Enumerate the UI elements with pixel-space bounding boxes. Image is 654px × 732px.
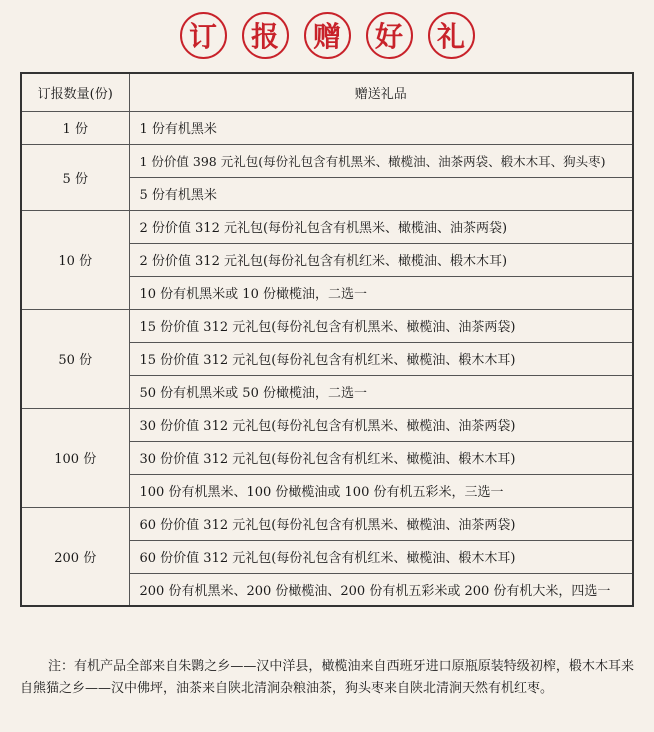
gift-cell: 15 份价值 312 元礼包(每份礼包含有机红米、橄榄油、椴木木耳) <box>129 342 633 375</box>
header-gift: 赠送礼品 <box>129 73 633 111</box>
gift-table <box>20 72 634 607</box>
quantity-cell: 10 份 <box>21 210 129 309</box>
gift-cell: 1 份价值 398 元礼包(每份礼包含有机黑米、橄榄油、油茶两袋、椴木木耳、狗头枣) <box>129 144 633 177</box>
gift-cell: 60 份价值 312 元礼包(每份礼包含有机黑米、橄榄油、油茶两袋) <box>129 507 633 540</box>
title-char-2: 报 <box>242 12 289 59</box>
gift-cell: 1 份有机黑米 <box>129 111 633 144</box>
quantity-cell: 1 份 <box>21 111 129 144</box>
table-row <box>21 111 633 144</box>
quantity-cell: 100 份 <box>21 408 129 507</box>
gift-table-container <box>20 72 634 607</box>
gift-cell: 50 份有机黑米或 50 份橄榄油，二选一 <box>129 375 633 408</box>
title-char-3: 赠 <box>304 12 351 59</box>
header-quantity: 订报数量(份) <box>21 73 129 111</box>
table-header-row <box>21 73 633 111</box>
table-row <box>21 144 633 177</box>
title-char-1: 订 <box>180 12 227 59</box>
gift-cell: 5 份有机黑米 <box>129 177 633 210</box>
title-char-4: 好 <box>366 12 413 59</box>
quantity-cell: 5 份 <box>21 144 129 210</box>
quantity-cell: 200 份 <box>21 507 129 606</box>
gift-cell: 100 份有机黑米、100 份橄榄油或 100 份有机五彩米，三选一 <box>129 474 633 507</box>
title-char-5: 礼 <box>428 12 475 59</box>
gift-cell: 15 份价值 312 元礼包(每份礼包含有机黑米、橄榄油、油茶两袋) <box>129 309 633 342</box>
footnote: 注：有机产品全部来自朱鹮之乡——汉中洋县，橄榄油来自西班牙进口原瓶原装特级初榨，椴木木耳来自熊猫之乡——汉中佛坪，油茶来自陕北清涧杂粮油茶，狗头枣来自陕北清涧天然有机红枣。 <box>20 659 634 696</box>
table-row <box>21 507 633 540</box>
gift-cell: 30 份价值 312 元礼包(每份礼包含有机红米、橄榄油、椴木木耳) <box>129 441 633 474</box>
gift-cell: 2 份价值 312 元礼包(每份礼包含有机红米、橄榄油、椴木木耳) <box>129 243 633 276</box>
gift-cell: 60 份价值 312 元礼包(每份礼包含有机红米、橄榄油、椴木木耳) <box>129 540 633 573</box>
table-row <box>21 408 633 441</box>
quantity-cell: 50 份 <box>21 309 129 408</box>
table-row <box>21 210 633 243</box>
gift-cell: 2 份价值 312 元礼包(每份礼包含有机黑米、橄榄油、油茶两袋) <box>129 210 633 243</box>
gift-cell: 200 份有机黑米、200 份橄榄油、200 份有机五彩米或 200 份有机大米，四选一 <box>129 573 633 606</box>
gift-cell: 10 份有机黑米或 10 份橄榄油，二选一 <box>129 276 633 309</box>
gift-cell: 30 份价值 312 元礼包(每份礼包含有机黑米、橄榄油、油茶两袋) <box>129 408 633 441</box>
table-row <box>21 309 633 342</box>
page-title <box>0 6 654 64</box>
